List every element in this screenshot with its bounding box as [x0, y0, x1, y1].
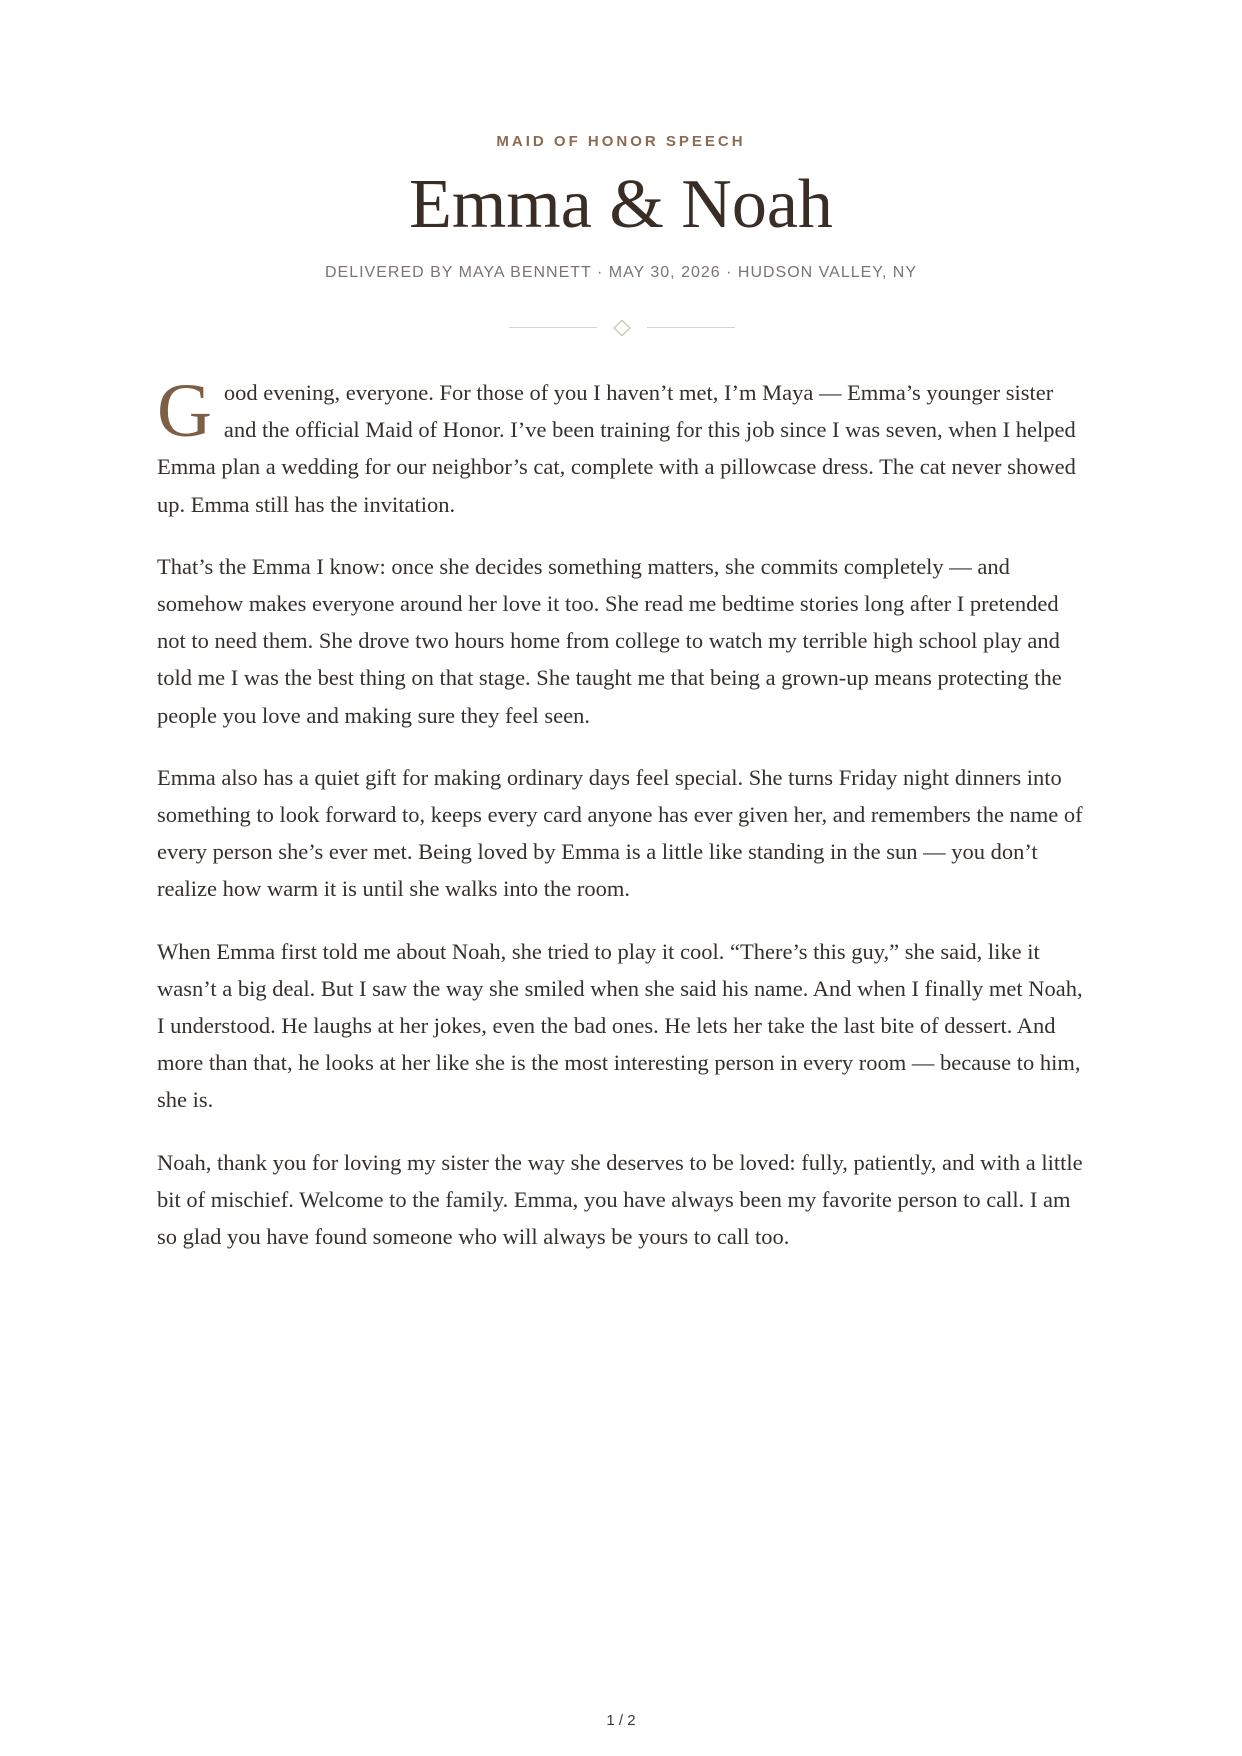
page-number: 1 / 2 [606, 1712, 636, 1729]
eyebrow-label: MAID OF HONOR SPEECH [496, 133, 746, 150]
speech-body [157, 369, 1088, 1280]
paragraph-1 [157, 369, 1088, 523]
page-title: Emma & Noah [409, 166, 833, 243]
diamond-icon [614, 320, 631, 337]
paragraph-5: Noah, thank you for loving my sister the way she deserves to be loved: fully, patiently, and with a little bit of mischief. Welcome to the family. Emma, you have always been my favorite person to call. I am so glad you have found someone who will always be yours to call too. [157, 1149, 1083, 1250]
paragraph-3: Emma also has a quiet gift for making ordinary days feel special. She turns Friday night dinners into something to look forward to, keeps every card anyone has ever given her, and remembers the name of every person she’s ever met. Being loved by Emma is a little like standing in the sun — you don’t realize how warm it is until she walks into the room. [157, 764, 1083, 902]
divider-rule-left [509, 327, 597, 328]
byline: DELIVERED BY MAYA BENNETT · MAY 30, 2026 · HUDSON VALLEY, NY [324, 264, 918, 281]
paragraph-text: ood evening, everyone. For those of you I haven’t met, I’m Maya — Emma’s younger sister and the official Maid of Honor. I’ve been training for this job since I was seven, when I helped Emma plan a wedding for our neighbor’s cat, complete with a pillowcase dress. The cat never showed up. Emma still has the invitation. [157, 380, 1076, 517]
drop-cap: G [157, 369, 212, 453]
ornamental-divider [509, 318, 735, 338]
divider-rule-right [647, 327, 735, 328]
paragraph-4: When Emma first told me about Noah, she tried to play it cool. “There’s this guy,” she said, like it wasn’t a big deal. But I saw the way she smiled when she said his name. And when I finally met Noah, I understood. He laughs at her jokes, even the bad ones. He lets her take the last bite of dessert. And more than that, he looks at her like she is the most interesting person in every room — because to him, she is. [157, 938, 1083, 1113]
paragraph-2: That’s the Emma I know: once she decides something matters, she commits completely — and somehow makes everyone around her love it too. She read me bedtime stories long after I pretended not to need them. She drove two hours home from college to watch my terrible high school play and told me I was the best thing on that stage. She taught me that being a grown-up means protecting the people you love and making sure they feel seen. [157, 553, 1062, 728]
